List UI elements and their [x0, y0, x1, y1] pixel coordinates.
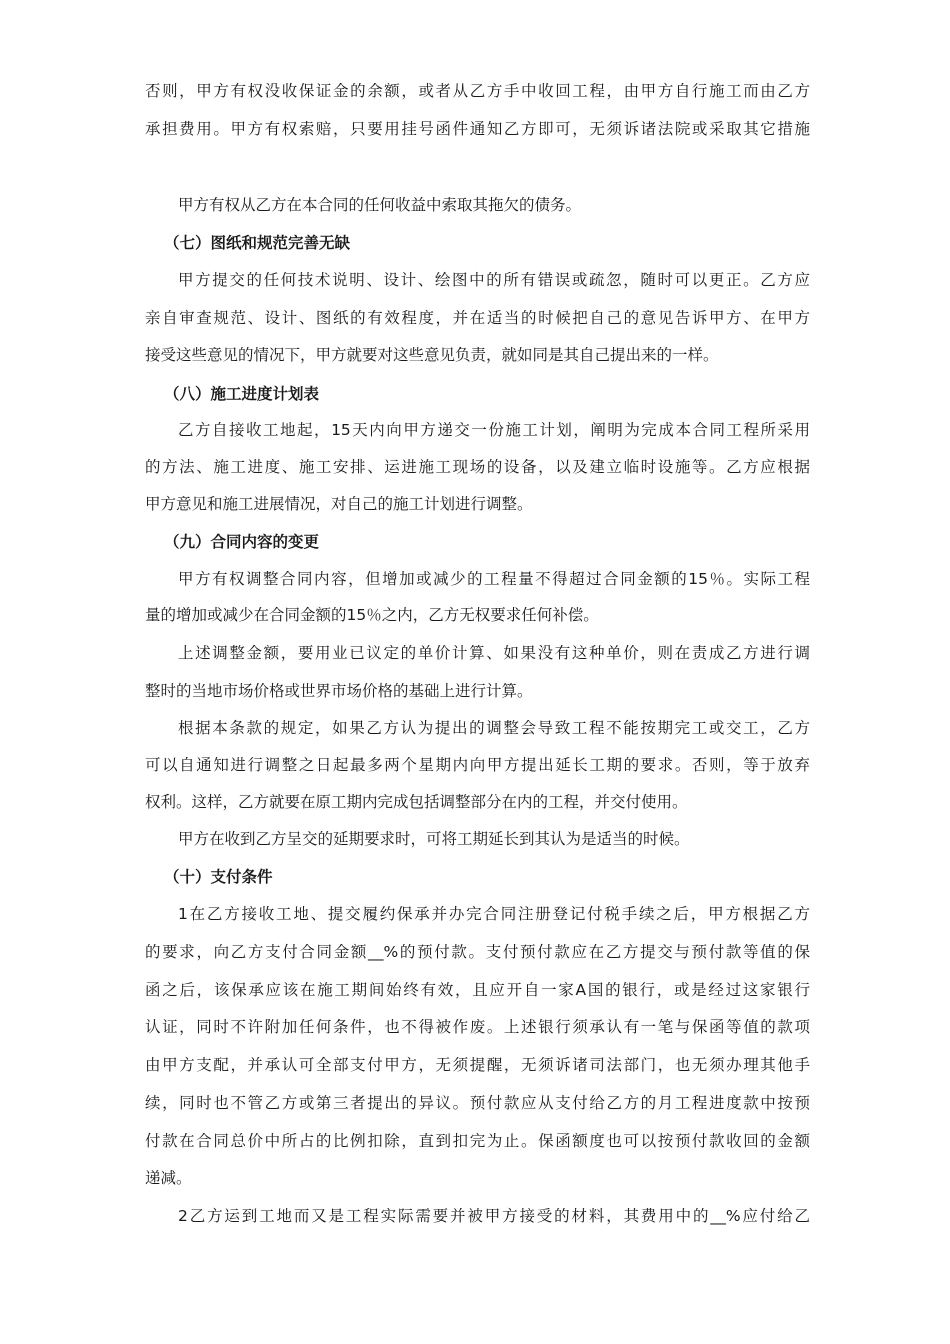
body-line: 的方法、施工进度、施工安排、运进施工现场的设备，以及建立临时设施等。乙方应根据 [145, 458, 810, 476]
body-line: 续，同时也不管乙方或第三者提出的异议。预付款应从支付给乙方的月工程进度款中按预 [145, 1094, 810, 1112]
body-line: 甲方意见和施工进展情况，对自己的施工计划进行调整。 [145, 495, 533, 513]
body-line: 函之后，该保承应该在施工期间始终有效，且应开自一家A国的银行，或是经过这家银行 [145, 981, 810, 999]
body-line: 递减。 [145, 1169, 192, 1187]
body-line: 甲方有权从乙方在本合同的任何收益中索取其拖欠的债务。 [178, 196, 582, 214]
body-line: 接受这些意见的情况下，甲方就要对这些意见负责，就如同是其自己提出来的一样。 [145, 346, 719, 364]
body-line: 整时的当地市场价格或世界市场价格的基础上进行计算。 [145, 682, 533, 700]
body-line: 权利。这样，乙方就要在原工期内完成包括调整部分在内的工程，并交付使用。 [145, 793, 688, 811]
body-line: 承担费用。甲方有权索赔，只要用挂号函件通知乙方即可，无须诉诸法院或采取其它措施 [145, 120, 810, 138]
section-heading-7: （七）图纸和规范完善无缺 [164, 234, 351, 252]
section-heading-10: （十）支付条件 [164, 868, 273, 886]
body-line: 可以自通知进行调整之日起最多两个星期内向甲方提出延长工期的要求。否则，等于放弃 [145, 756, 810, 774]
body-line: 甲方在收到乙方呈交的延期要求时，可将工期延长到其认为是适当的时候。 [178, 830, 690, 848]
body-line: 甲方提交的任何技术说明、设计、绘图中的所有错误或疏忽，随时可以更正。乙方应 [178, 271, 810, 289]
body-line: 由甲方支配，并承认可全部支付甲方，无须提醒，无须诉诸司法部门，也无须办理其他手 [145, 1056, 810, 1074]
body-line: 2乙方运到工地而又是工程实际需要并被甲方接受的材料，其费用中的__%应付给乙 [178, 1207, 810, 1225]
body-line: 甲方有权调整合同内容，但增加或减少的工程量不得超过合同金额的15％。实际工程 [178, 570, 810, 588]
body-line: 认证，同时不许附加任何条件，也不得被作废。上述银行须承认有一笔与保函等值的款项 [145, 1018, 810, 1036]
body-line: 的要求，向乙方支付合同金额__%的预付款。支付预付款应在乙方提交与预付款等值的保 [145, 943, 810, 961]
body-line: 1在乙方接收工地、提交履约保承并办完合同注册登记付税手续之后，甲方根据乙方 [178, 905, 810, 923]
body-line: 付款在合同总价中所占的比例扣除，直到扣完为止。保函额度也可以按预付款收回的金额 [145, 1132, 810, 1150]
body-line: 乙方自接收工地起，15天内向甲方递交一份施工计划，阐明为完成本合同工程所采用 [178, 421, 810, 439]
section-heading-8: （八）施工进度计划表 [164, 385, 320, 403]
body-line: 上述调整金额，要用业已议定的单价计算、如果没有这种单价，则在责成乙方进行调 [178, 644, 810, 662]
section-heading-9: （九）合同内容的变更 [164, 533, 320, 551]
body-line: 根据本条款的规定，如果乙方认为提出的调整会导致工程不能按期完工或交工，乙方 [178, 719, 810, 737]
body-line: 否则，甲方有权没收保证金的余额，或者从乙方手中收回工程，由甲方自行施工而由乙方 [145, 82, 810, 100]
body-line: 亲自审查规范、设计、图纸的有效程度，并在适当的时候把自己的意见告诉甲方、在甲方 [145, 309, 810, 327]
body-line: 量的增加或减少在合同金额的15％之内，乙方无权要求任何补偿。 [145, 606, 599, 624]
